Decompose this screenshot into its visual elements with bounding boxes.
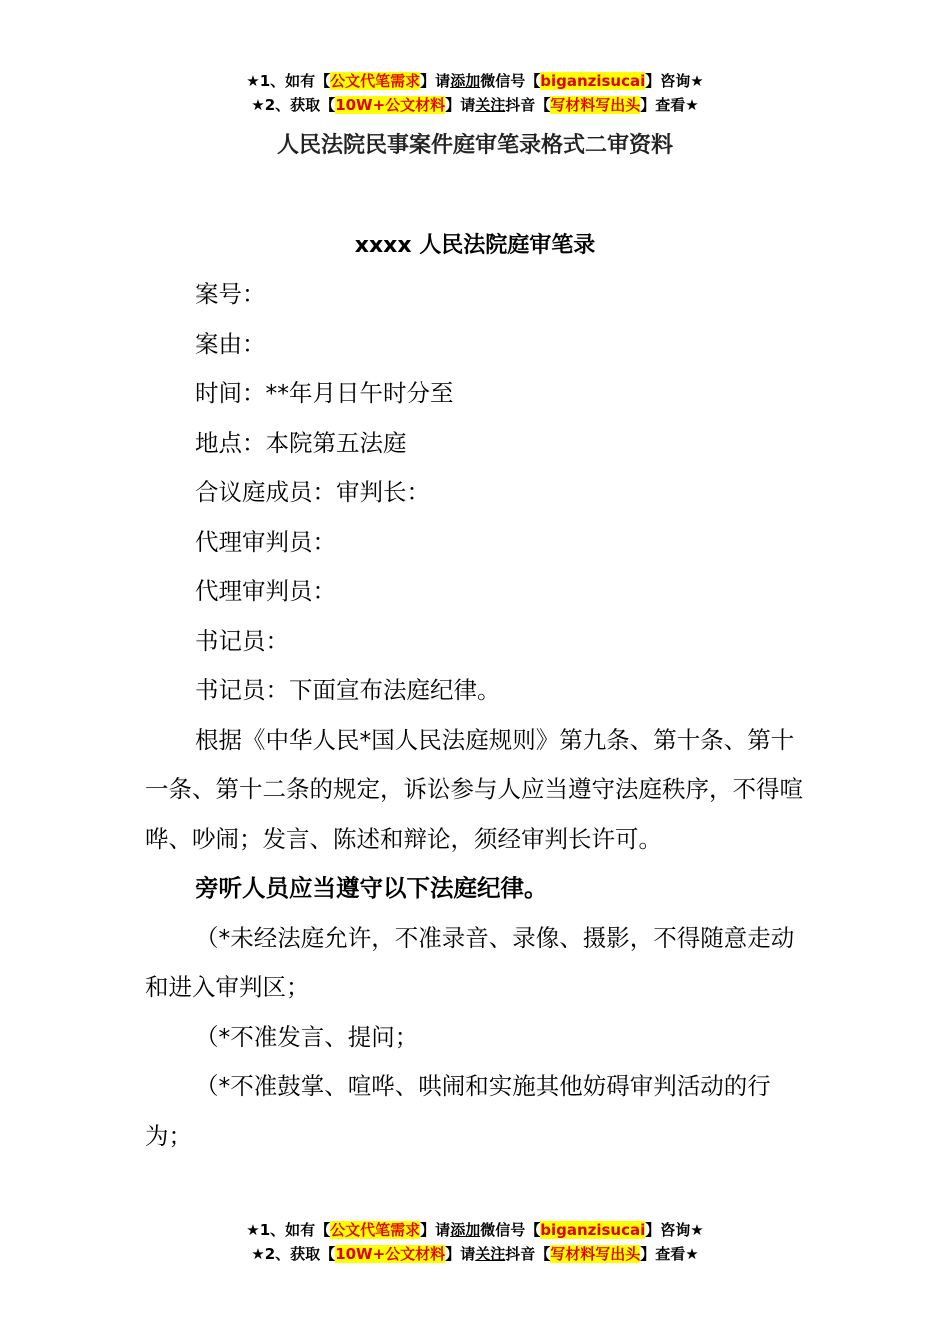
case-cause-line: 案由： — [195, 329, 266, 358]
rule-item: （*未经法庭允许，不准录音、录像、摄影，不得随意走动和进入审判区； — [145, 923, 795, 1001]
highlight-text: 10W+公文材料 — [335, 96, 446, 114]
panel-members-line: 合议庭成员：审判长： — [195, 478, 430, 506]
rules-paragraph: 根据《中华人民*国人民法庭规则》第九条、第十条、第十一条、第十二条的规定，诉讼参与人应当遵守法庭秩序，不得喧哗、吵闹；发言、陈述和辩论，须经审判长许可。 — [145, 725, 803, 853]
wechat-id: biganzisucai — [540, 72, 646, 90]
location-line: 地点：本院第五法庭 — [195, 428, 407, 457]
footer-ad-line-1: ★1、如有【公文代笔需求】请添加微信号【biganzisucai】咨询★ — [246, 1221, 704, 1239]
document-title: 人民法院民事案件庭审笔录格式二审资料 — [276, 133, 673, 158]
acting-judge-line: 代理审判员： — [195, 527, 336, 556]
rule-item: （*不准鼓掌、喧哗、哄闹和实施其他妨碍审判活动的行为； — [145, 1072, 771, 1150]
footer-ad-line-2: ★2、获取【10W+公文材料】请关注抖音【写材料写出头】查看★ — [251, 1245, 699, 1263]
clerk-announcement: 书记员：下面宣布法庭纪律。 — [195, 676, 501, 704]
douyin-id: 写材料写出头 — [550, 1245, 641, 1263]
case-number-line: 案号： — [195, 280, 266, 308]
highlight-text: 公文代笔需求 — [330, 72, 421, 90]
acting-judge-line: 代理审判员： — [195, 577, 336, 605]
highlight-text: 公文代笔需求 — [330, 1221, 421, 1239]
wechat-id: biganzisucai — [540, 1221, 646, 1239]
rule-item: （*不准发言、提问； — [195, 1022, 419, 1051]
douyin-id: 写材料写出头 — [550, 96, 641, 114]
clerk-line: 书记员： — [195, 626, 289, 655]
header-ad-line-1: ★1、如有【公文代笔需求】请添加微信号【biganzisucai】咨询★ — [246, 72, 704, 90]
audience-rules-heading: 旁听人员应当遵守以下法庭纪律。 — [195, 874, 548, 902]
record-title: xxxx 人民法院庭审笔录 — [354, 233, 596, 258]
header-ad-line-2: ★2、获取【10W+公文材料】请关注抖音【写材料写出头】查看★ — [251, 96, 699, 114]
document-body — [145, 270, 807, 1161]
time-line: 时间：**年月日午时分至 — [195, 379, 454, 407]
highlight-text: 10W+公文材料 — [335, 1245, 446, 1263]
